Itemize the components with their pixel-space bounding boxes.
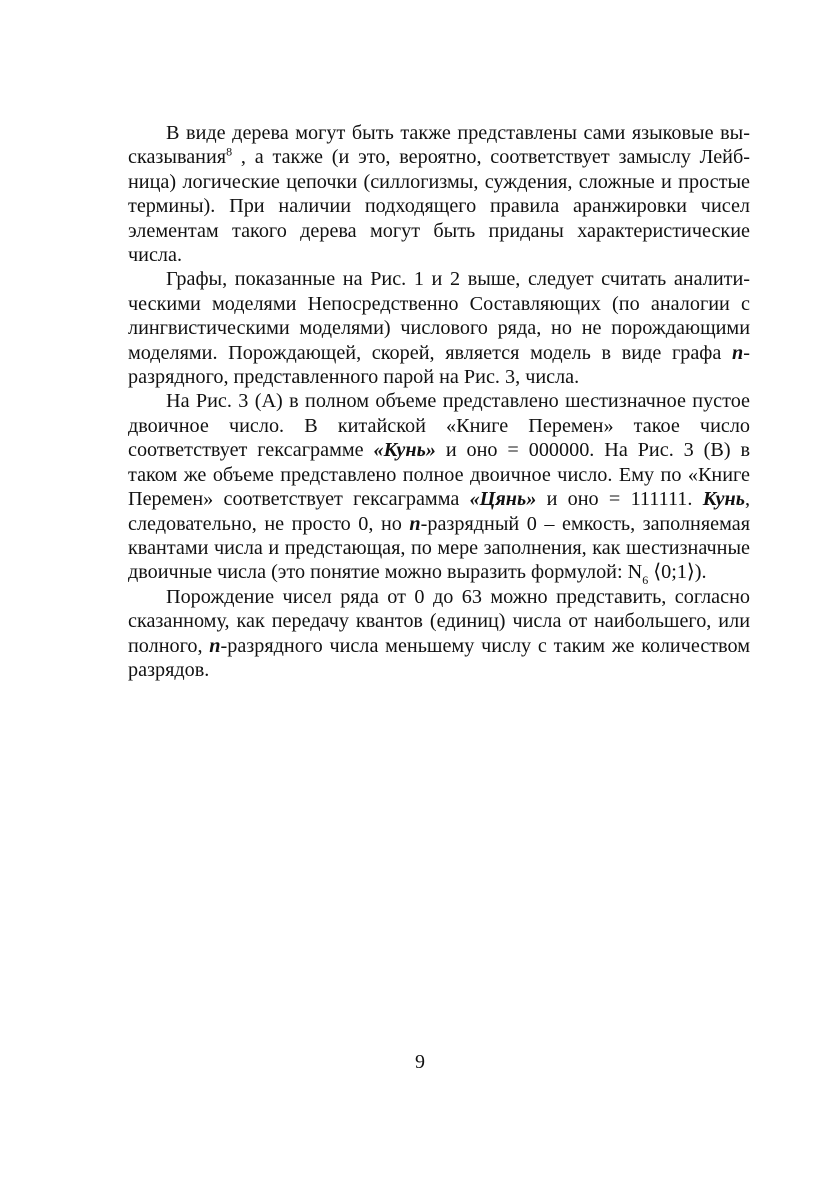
hexagram-kun: Кунь <box>702 488 745 511</box>
paragraph-text: -разрядного, представленного парой на Рис. 3, числа. <box>128 341 750 389</box>
paragraph-text: , следовательно, не просто 0, но <box>128 488 750 535</box>
footnote-reference: 8 <box>226 144 233 159</box>
formula-subscript: 6 <box>642 573 649 588</box>
paragraph-text: Графы, показанные на Рис. 1 и 2 выше, следует считать аналитическими моделями Непосредственно Составляющих (по аналогии с лингвистическими моделями) числового ряда, но не порождающими моделями. Порождающей, скорей, является модель в виде графа <box>128 268 750 364</box>
paragraph-text: и оно = 000000. На Рис. 3 (В) в таком же объеме представлено полное двоичное число. Ему по «Книге Перемен» соответствует гексаграмма <box>128 439 751 511</box>
paragraph-text: и оно = 111111. <box>536 488 703 511</box>
paragraph-text: На Рис. 3 (А) в полном объеме представлено шестизначное пустое двоичное число. В китайской «Книге Перемен» такое число соответствует гексаграмме <box>128 390 750 462</box>
paragraph-graph-models <box>128 267 750 389</box>
paragraph-text: ⟨0;1⟩). <box>648 561 707 584</box>
hexagram-tsyan-quoted: «Цянь» <box>469 488 537 511</box>
paragraph-text: Порождение чисел ряда от 0 до 63 можно представить, согласно сказанному, как передачу квантов (единиц) числа от наибольшего, или полного, <box>128 585 750 657</box>
italic-n: n <box>409 512 421 535</box>
paragraph-text: В виде дерева могут быть также представлены сами языковые высказывания <box>128 122 750 169</box>
paragraph-number-generation <box>128 585 750 683</box>
page-number: 9 <box>415 1051 425 1073</box>
paragraph-text: -разрядного числа меньшему числу с таким же количеством разрядов. <box>128 634 750 681</box>
paragraph-text: -разрядный 0 – емкость, заполняемая квантами числа и предстающая, по мере заполнения, как шестизначные двоичные числа (это понятие можно выразить формулой: N <box>128 512 750 584</box>
paragraph-text: , а также (и это, вероятно, соответствует замыслу Лейбница) логические цепочки (силлогизмы, суждения, сложные и простые термины). При наличии подходящего правила аранжировки чисел элементам такого дерева могут быть приданы характеристические числа. <box>128 146 750 267</box>
italic-n: n <box>732 341 744 364</box>
paragraph-tree-representation <box>128 121 750 267</box>
italic-n: n <box>209 634 221 657</box>
hexagram-kun-quoted: «Кунь» <box>373 439 436 462</box>
body-text <box>128 121 750 682</box>
paragraph-binary-numbers <box>128 389 751 588</box>
